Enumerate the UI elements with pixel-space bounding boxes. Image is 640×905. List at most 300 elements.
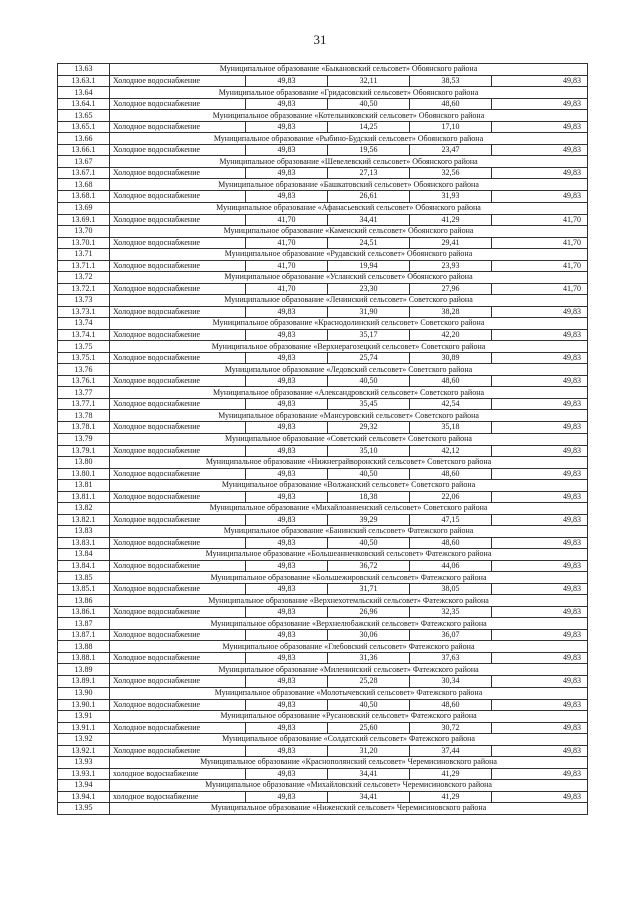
municipality-name: Муниципальное образование «Верхнелюбажский сельсовет» Фатежского района — [110, 618, 588, 630]
municipality-name: Муниципальное образование «Александровский сельсовет» Советского района — [110, 387, 588, 399]
value-3: 27,96 — [410, 283, 492, 294]
municipality-row — [58, 502, 588, 514]
service-name: Холодное водоснабжение — [110, 422, 246, 433]
municipality-name: Муниципальное образование «Каменский сельсовет» Обоянского района — [110, 225, 588, 237]
value-4: 49,83 — [492, 584, 588, 595]
service-name: Холодное водоснабжение — [110, 560, 246, 571]
municipality-row — [58, 387, 588, 399]
value-4: 49,83 — [492, 145, 588, 156]
service-name: Холодное водоснабжение — [110, 630, 246, 641]
municipality-row — [58, 479, 588, 491]
value-2: 19,56 — [328, 145, 410, 156]
row-code: 13.82.1 — [58, 514, 110, 525]
table-row — [58, 607, 588, 618]
value-2: 40,50 — [328, 99, 410, 110]
municipality-row — [58, 202, 588, 214]
value-3: 37,44 — [410, 745, 492, 756]
table-row — [58, 699, 588, 710]
row-code: 13.88.1 — [58, 653, 110, 664]
value-3: 42,54 — [410, 399, 492, 410]
table-row — [58, 630, 588, 641]
value-2: 32,11 — [328, 76, 410, 87]
table-row — [58, 353, 588, 364]
value-3: 38,05 — [410, 584, 492, 595]
municipality-row — [58, 641, 588, 653]
row-code: 13.74.1 — [58, 330, 110, 341]
municipality-row — [58, 133, 588, 145]
value-1: 49,83 — [246, 630, 328, 641]
row-code: 13.89 — [58, 664, 110, 676]
row-code: 13.72.1 — [58, 283, 110, 294]
value-2: 19,94 — [328, 260, 410, 271]
value-4: 49,83 — [492, 76, 588, 87]
municipality-row — [58, 410, 588, 422]
value-4: 49,83 — [492, 768, 588, 779]
value-2: 31,20 — [328, 745, 410, 756]
row-code: 13.80.1 — [58, 468, 110, 479]
table-row — [58, 306, 588, 317]
row-code: 13.93 — [58, 756, 110, 768]
value-3: 44,06 — [410, 560, 492, 571]
municipality-row — [58, 779, 588, 791]
table-row — [58, 76, 588, 87]
value-4: 49,83 — [492, 99, 588, 110]
municipality-name: Муниципальное образование «Михайлоанненский сельсовет» Советского района — [110, 502, 588, 514]
municipality-row — [58, 294, 588, 306]
service-name: Холодное водоснабжение — [110, 376, 246, 387]
municipality-name: Муниципальное образование «Русановский сельсовет» Фатежского района — [110, 710, 588, 722]
row-code: 13.77.1 — [58, 399, 110, 410]
row-code: 13.65.1 — [58, 122, 110, 133]
row-code: 13.91.1 — [58, 722, 110, 733]
row-code: 13.94.1 — [58, 791, 110, 802]
value-1: 49,83 — [246, 168, 328, 179]
service-name: Холодное водоснабжение — [110, 722, 246, 733]
value-3: 30,72 — [410, 722, 492, 733]
value-1: 49,83 — [246, 445, 328, 456]
municipality-name: Муниципальное образование «Краснодолинский сельсовет» Советского района — [110, 318, 588, 330]
row-code: 13.70.1 — [58, 237, 110, 248]
table-row — [58, 237, 588, 248]
value-3: 32,56 — [410, 168, 492, 179]
municipality-name: Муниципальное образование «Верхнерагозецкий сельсовет» Советского района — [110, 341, 588, 353]
value-4: 41,70 — [492, 283, 588, 294]
service-name: Холодное водоснабжение — [110, 306, 246, 317]
row-code: 13.63 — [58, 64, 110, 76]
row-code: 13.86 — [58, 595, 110, 607]
row-code: 13.79 — [58, 433, 110, 445]
table-row — [58, 214, 588, 225]
municipality-name: Муниципальное образование «Мансуровский сельсовет» Советского района — [110, 410, 588, 422]
municipality-name: Муниципальное образование «Миленинский сельсовет» Фатежского района — [110, 664, 588, 676]
row-code: 13.63.1 — [58, 76, 110, 87]
row-code: 13.87 — [58, 618, 110, 630]
value-3: 35,18 — [410, 422, 492, 433]
row-code: 13.73 — [58, 294, 110, 306]
municipality-row — [58, 156, 588, 168]
value-1: 49,83 — [246, 791, 328, 802]
value-4: 49,83 — [492, 676, 588, 687]
row-code: 13.76.1 — [58, 376, 110, 387]
value-2: 40,50 — [328, 699, 410, 710]
value-4: 41,70 — [492, 260, 588, 271]
municipality-row — [58, 341, 588, 353]
row-code: 13.93.1 — [58, 768, 110, 779]
value-3: 42,20 — [410, 330, 492, 341]
value-1: 49,83 — [246, 99, 328, 110]
municipality-row — [58, 595, 588, 607]
page-number: 31 — [313, 32, 327, 47]
municipality-row — [58, 710, 588, 722]
value-4: 49,83 — [492, 514, 588, 525]
value-1: 49,83 — [246, 584, 328, 595]
row-code: 13.85.1 — [58, 584, 110, 595]
row-code: 13.66 — [58, 133, 110, 145]
row-code: 13.85 — [58, 572, 110, 584]
value-2: 24,51 — [328, 237, 410, 248]
municipality-name: Муниципальное образование «Быкановский сельсовет» Обоянского района — [110, 64, 588, 76]
municipality-row — [58, 64, 588, 76]
row-code: 13.80 — [58, 456, 110, 468]
service-name: Холодное водоснабжение — [110, 584, 246, 595]
value-4: 41,70 — [492, 237, 588, 248]
row-code: 13.92.1 — [58, 745, 110, 756]
municipality-name: Муниципальное образование «Банинский сельсовет» Фатежского района — [110, 525, 588, 537]
value-3: 37,63 — [410, 653, 492, 664]
value-2: 26,96 — [328, 607, 410, 618]
value-3: 23,93 — [410, 260, 492, 271]
value-3: 38,53 — [410, 76, 492, 87]
service-name: Холодное водоснабжение — [110, 191, 246, 202]
municipality-name: Муниципальное образование «Верхнехотемльский сельсовет» Фатежского района — [110, 595, 588, 607]
municipality-name: Муниципальное образование «Ниженский сельсовет» Черемисиновского района — [110, 803, 588, 815]
value-3: 36,07 — [410, 630, 492, 641]
value-1: 49,83 — [246, 653, 328, 664]
value-4: 49,83 — [492, 560, 588, 571]
value-1: 49,83 — [246, 745, 328, 756]
service-name: Холодное водоснабжение — [110, 699, 246, 710]
row-code: 13.88 — [58, 641, 110, 653]
value-2: 25,60 — [328, 722, 410, 733]
service-name: Холодное водоснабжение — [110, 468, 246, 479]
value-4: 49,83 — [492, 422, 588, 433]
value-2: 39,29 — [328, 514, 410, 525]
value-2: 30,06 — [328, 630, 410, 641]
value-1: 41,70 — [246, 214, 328, 225]
table-row — [58, 468, 588, 479]
value-1: 49,83 — [246, 306, 328, 317]
value-1: 49,83 — [246, 376, 328, 387]
row-code: 13.79.1 — [58, 445, 110, 456]
value-2: 40,50 — [328, 376, 410, 387]
row-code: 13.67 — [58, 156, 110, 168]
value-3: 48,60 — [410, 468, 492, 479]
table-row — [58, 422, 588, 433]
row-code: 13.70 — [58, 225, 110, 237]
value-4: 49,83 — [492, 699, 588, 710]
value-1: 49,83 — [246, 191, 328, 202]
value-1: 49,83 — [246, 676, 328, 687]
row-code: 13.81.1 — [58, 491, 110, 502]
value-3: 30,89 — [410, 353, 492, 364]
service-name: холодное водоснабжение — [110, 791, 246, 802]
table-row — [58, 122, 588, 133]
value-4: 49,83 — [492, 376, 588, 387]
value-3: 41,29 — [410, 768, 492, 779]
service-name: Холодное водоснабжение — [110, 537, 246, 548]
value-3: 31,93 — [410, 191, 492, 202]
table-row — [58, 560, 588, 571]
value-2: 26,61 — [328, 191, 410, 202]
value-3: 48,60 — [410, 376, 492, 387]
value-1: 49,83 — [246, 607, 328, 618]
value-3: 38,28 — [410, 306, 492, 317]
municipality-row — [58, 733, 588, 745]
municipality-name: Муниципальное образование «Михайловский сельсовет» Черемисиновского района — [110, 779, 588, 791]
value-1: 49,83 — [246, 468, 328, 479]
row-code: 13.91 — [58, 710, 110, 722]
value-1: 49,83 — [246, 514, 328, 525]
value-3: 48,60 — [410, 699, 492, 710]
value-1: 49,83 — [246, 122, 328, 133]
service-name: Холодное водоснабжение — [110, 653, 246, 664]
row-code: 13.87.1 — [58, 630, 110, 641]
table-row — [58, 330, 588, 341]
value-4: 49,83 — [492, 653, 588, 664]
municipality-name: Муниципальное образование «Котельниковский сельсовет» Обоянского района — [110, 110, 588, 122]
municipality-row — [58, 687, 588, 699]
table-row — [58, 584, 588, 595]
row-code: 13.78.1 — [58, 422, 110, 433]
table-row — [58, 260, 588, 271]
value-2: 31,36 — [328, 653, 410, 664]
municipality-row — [58, 110, 588, 122]
table-row — [58, 445, 588, 456]
value-3: 17,10 — [410, 122, 492, 133]
value-3: 47,15 — [410, 514, 492, 525]
service-name: Холодное водоснабжение — [110, 122, 246, 133]
row-code: 13.90.1 — [58, 699, 110, 710]
value-4: 49,83 — [492, 353, 588, 364]
service-name: Холодное водоснабжение — [110, 491, 246, 502]
table-row — [58, 791, 588, 802]
value-2: 36,72 — [328, 560, 410, 571]
value-1: 49,83 — [246, 422, 328, 433]
tariff-table — [57, 63, 588, 815]
row-code: 13.89.1 — [58, 676, 110, 687]
row-code: 13.75.1 — [58, 353, 110, 364]
table-row — [58, 399, 588, 410]
row-code: 13.82 — [58, 502, 110, 514]
table-row — [58, 376, 588, 387]
service-name: Холодное водоснабжение — [110, 399, 246, 410]
municipality-name: Муниципальное образование «Волжанский сельсовет» Советского района — [110, 479, 588, 491]
value-1: 49,83 — [246, 768, 328, 779]
municipality-name: Муниципальное образование «Солдатский сельсовет» Фатежского района — [110, 733, 588, 745]
service-name: Холодное водоснабжение — [110, 607, 246, 618]
municipality-name: Муниципальное образование «Краснополянский сельсовет» Черемисиновского района — [110, 756, 588, 768]
value-4: 49,83 — [492, 122, 588, 133]
value-4: 49,83 — [492, 168, 588, 179]
value-2: 31,71 — [328, 584, 410, 595]
row-code: 13.67.1 — [58, 168, 110, 179]
municipality-name: Муниципальное образование «Шевелевский сельсовет» Обоянского района — [110, 156, 588, 168]
value-2: 29,32 — [328, 422, 410, 433]
service-name: Холодное водоснабжение — [110, 168, 246, 179]
row-code: 13.81 — [58, 479, 110, 491]
value-4: 49,83 — [492, 191, 588, 202]
table-row — [58, 768, 588, 779]
municipality-name: Муниципальное образование «Рыбино-Будский сельсовет» Обоянского района — [110, 133, 588, 145]
value-3: 41,29 — [410, 791, 492, 802]
value-4: 49,83 — [492, 445, 588, 456]
value-2: 25,74 — [328, 353, 410, 364]
row-code: 13.83.1 — [58, 537, 110, 548]
municipality-name: Муниципальное образование «Большежировский сельсовет» Фатежского района — [110, 572, 588, 584]
municipality-row — [58, 525, 588, 537]
value-3: 30,34 — [410, 676, 492, 687]
value-1: 49,83 — [246, 399, 328, 410]
value-4: 49,83 — [492, 399, 588, 410]
service-name: Холодное водоснабжение — [110, 353, 246, 364]
service-name: Холодное водоснабжение — [110, 514, 246, 525]
table-row — [58, 537, 588, 548]
row-code: 13.86.1 — [58, 607, 110, 618]
row-code: 13.76 — [58, 364, 110, 376]
row-code: 13.65 — [58, 110, 110, 122]
municipality-row — [58, 364, 588, 376]
table-row — [58, 514, 588, 525]
municipality-row — [58, 456, 588, 468]
row-code: 13.95 — [58, 803, 110, 815]
table-row — [58, 168, 588, 179]
row-code: 13.69.1 — [58, 214, 110, 225]
value-3: 23,47 — [410, 145, 492, 156]
municipality-row — [58, 756, 588, 768]
table-row — [58, 676, 588, 687]
table-row — [58, 722, 588, 733]
value-4: 49,83 — [492, 722, 588, 733]
value-1: 41,70 — [246, 260, 328, 271]
row-code: 13.71.1 — [58, 260, 110, 271]
value-3: 48,60 — [410, 99, 492, 110]
row-code: 13.84.1 — [58, 560, 110, 571]
value-2: 40,50 — [328, 468, 410, 479]
row-code: 13.72 — [58, 271, 110, 283]
table-row — [58, 191, 588, 202]
row-code: 13.78 — [58, 410, 110, 422]
municipality-row — [58, 433, 588, 445]
row-code: 13.69 — [58, 202, 110, 214]
service-name: Холодное водоснабжение — [110, 76, 246, 87]
row-code: 13.68.1 — [58, 191, 110, 202]
value-3: 22,06 — [410, 491, 492, 502]
value-4: 49,83 — [492, 630, 588, 641]
value-3: 32,35 — [410, 607, 492, 618]
municipality-row — [58, 548, 588, 560]
value-3: 41,29 — [410, 214, 492, 225]
value-2: 35,17 — [328, 330, 410, 341]
service-name: Холодное водоснабжение — [110, 330, 246, 341]
value-3: 29,41 — [410, 237, 492, 248]
municipality-name: Муниципальное образование «Советский сельсовет» Советского района — [110, 433, 588, 445]
service-name: Холодное водоснабжение — [110, 260, 246, 271]
value-2: 34,41 — [328, 214, 410, 225]
row-code: 13.64.1 — [58, 99, 110, 110]
service-name: Холодное водоснабжение — [110, 237, 246, 248]
value-1: 41,70 — [246, 237, 328, 248]
value-1: 49,83 — [246, 699, 328, 710]
service-name: Холодное водоснабжение — [110, 99, 246, 110]
municipality-name: Муниципальное образование «Усланский сельсовет» Обоянского района — [110, 271, 588, 283]
municipality-row — [58, 318, 588, 330]
municipality-name: Муниципальное образование «Ленинский сельсовет» Советского района — [110, 294, 588, 306]
table-row — [58, 653, 588, 664]
row-code: 13.66.1 — [58, 145, 110, 156]
value-1: 49,83 — [246, 76, 328, 87]
municipality-row — [58, 225, 588, 237]
value-2: 35,45 — [328, 399, 410, 410]
value-1: 49,83 — [246, 491, 328, 502]
value-4: 41,70 — [492, 214, 588, 225]
table-row — [58, 491, 588, 502]
municipality-name: Муниципальное образование «Афанасьевский сельсовет» Обоянского района — [110, 202, 588, 214]
value-1: 49,83 — [246, 722, 328, 733]
value-1: 49,83 — [246, 560, 328, 571]
value-2: 40,50 — [328, 537, 410, 548]
municipality-row — [58, 179, 588, 191]
value-2: 18,38 — [328, 491, 410, 502]
value-2: 31,90 — [328, 306, 410, 317]
value-4: 49,83 — [492, 468, 588, 479]
value-4: 49,83 — [492, 791, 588, 802]
service-name: Холодное водоснабжение — [110, 676, 246, 687]
municipality-row — [58, 572, 588, 584]
value-3: 42,12 — [410, 445, 492, 456]
municipality-row — [58, 618, 588, 630]
municipality-name: Муниципальное образование «Рудавский сельсовет» Обоянского района — [110, 248, 588, 260]
service-name: Холодное водоснабжение — [110, 445, 246, 456]
municipality-name: Муниципальное образование «Нижнеграйворонский сельсовет» Советского района — [110, 456, 588, 468]
service-name: холодное водоснабжение — [110, 768, 246, 779]
row-code: 13.71 — [58, 248, 110, 260]
value-2: 27,13 — [328, 168, 410, 179]
value-2: 23,30 — [328, 283, 410, 294]
row-code: 13.84 — [58, 548, 110, 560]
row-code: 13.83 — [58, 525, 110, 537]
row-code: 13.75 — [58, 341, 110, 353]
municipality-name: Муниципальное образование «Гридасовский сельсовет» Обоянского района — [110, 87, 588, 99]
table-row — [58, 283, 588, 294]
value-4: 49,83 — [492, 745, 588, 756]
value-1: 49,83 — [246, 353, 328, 364]
municipality-row — [58, 664, 588, 676]
service-name: Холодное водоснабжение — [110, 145, 246, 156]
municipality-row — [58, 248, 588, 260]
value-4: 49,83 — [492, 607, 588, 618]
tariff-table-body — [58, 64, 588, 815]
value-1: 49,83 — [246, 330, 328, 341]
row-code: 13.68 — [58, 179, 110, 191]
value-2: 14,25 — [328, 122, 410, 133]
value-4: 49,83 — [492, 330, 588, 341]
municipality-name: Муниципальное образование «Молотычевский сельсовет» Фатежского района — [110, 687, 588, 699]
row-code: 13.73.1 — [58, 306, 110, 317]
value-3: 48,60 — [410, 537, 492, 548]
table-row — [58, 145, 588, 156]
row-code: 13.64 — [58, 87, 110, 99]
table-row — [58, 745, 588, 756]
